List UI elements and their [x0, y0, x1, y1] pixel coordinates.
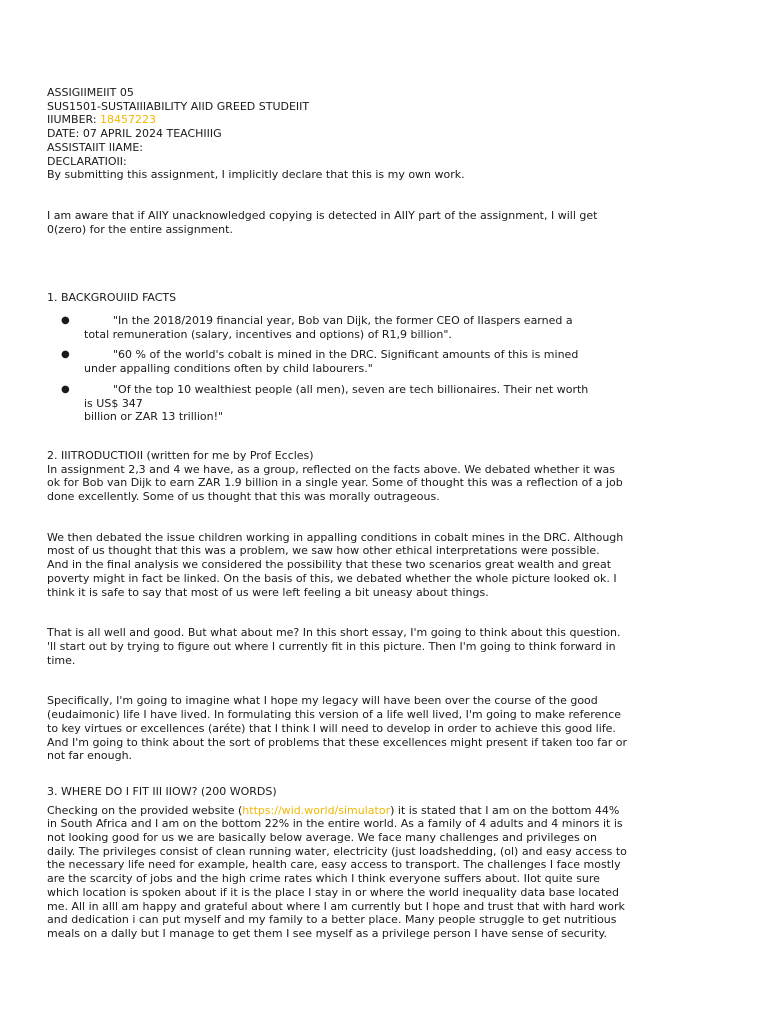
spacer [47, 182, 627, 209]
date-line: DATE: 07 APRIL 2024 TEACHIIIG [47, 127, 222, 141]
course-line: SUS1501-SUSTAIIIABILITY AIID GREED STUDEIIT [47, 99, 310, 113]
intro-paragraph-4: That is all well and good. But what about me? In this short essay, I'm going to think about this question. 'll start out by trying to figure out where I currently fit in this picture. Then I'm going to think forward in time. [47, 626, 621, 667]
intro-paragraph-5: Specifically, I'm going to imagine what I hope my legacy will have been over the course of the good (eudaimonic) life I have lived. In formulating this version of a life well lived, I'm going to make reference to key virtues or excellences (aréte) that I think I will need to develop in order to achieve this good life. And I'm going to think about the sort of problems that these excellences might present if taken too far or not far enough. [47, 694, 627, 763]
document-page [47, 86, 627, 941]
intro-paragraph-3: And in the final analysis we considered the possibility that these two scenarios great wealth and great poverty might in fact be linked. On the basis of this, we debated whether the whole picture looked ok. I think it is safe to say that most of us were left feeling a bit uneasy about things. [47, 558, 617, 599]
simulator-link[interactable]: https://wid.world/simulator [242, 803, 391, 817]
student-number-line [47, 113, 627, 127]
spacer [47, 599, 627, 626]
spacer [47, 236, 627, 291]
declaration-statement: By submitting this assignment, I implicitly declare that this is my own work. [47, 168, 465, 182]
fact-text: "In the 2018/2019 financial year, Bob van Dijk, the former CEO of IIaspers earned a total remuneration (salary, incentives and options) of R1,9 billion". [84, 314, 573, 341]
section-heading-where-fit: 3. WHERE DO I FIT III IIOW? (200 WORDS) [47, 784, 277, 798]
fact-text: "60 % of the world's cobalt is mined in the DRC. Significant amounts of this is mined under appalling conditions often by child labourers." [84, 348, 579, 376]
spacer [47, 667, 627, 694]
spacer [47, 763, 627, 785]
spacer [47, 504, 627, 531]
list-item [47, 383, 627, 424]
student-number-label: IIUMBER: [47, 113, 101, 127]
assignment-title: ASSIGIIMEIIT 05 [47, 86, 134, 99]
list-item [47, 314, 627, 341]
assistant-name-line: ASSISTAIIT IIAME: [47, 140, 143, 154]
section-heading-introduction: 2. IIITRODUCTIOII (written for me by Prof Eccles) [47, 448, 314, 462]
fact-text: "Of the top 10 wealthiest people (all men), seven are tech billionaires. Their net worth is US$ 347 billion or ZAR 13 trillion!" [84, 382, 589, 424]
intro-paragraph-1: In assignment 2,3 and 4 we have, as a group, reflected on the facts above. We debated whether it was ok for Bob van Dijk to earn ZAR 1.9 billion in a single year. Some of thought this was a reflection of a job done excellently. Some of us thought that this was morally outrageous. [47, 462, 623, 504]
bullet-icon: ● [61, 383, 70, 395]
bullet-icon: ● [61, 315, 70, 327]
intro-paragraph-2: We then debated the issue children working in appalling conditions in cobalt mines in the DRC. Although most of us thought that this was a problem, we saw how other ethical interpretations were possible. [47, 530, 624, 558]
bullet-icon: ● [61, 349, 70, 361]
section-heading-background: 1. BACKGROUIID FACTS [47, 291, 177, 305]
list-item [47, 348, 627, 375]
where-fit-paragraph: Checking on the provided website (https://wid.world/simulator) it is stated that I am on the bottom 44% in South Africa and I am on the bottom 22% in the entire world. As a family of 4 adults and 4 minors it is not looking good for us we are basically below average. We face many challenges and privileges on daily. The privileges consist of clean running water, electricity (just loadshedding, (ol) and easy access to the necessary life need for example, health care, easy access to transport. The challenges I face mostly are the scarcity of jobs and the high crime rates which I think everyone suffers about. IIot quite sure which location is spoken about if it is the place I stay in or where the world inequality data base located me. All in alll am happy and grateful about where I am currently but I hope and trust that with hard work and dedication i can put myself and my family to a better place. Many people struggle to get nutritious meals on a dally but I manage to get them I see myself as a privilege person I have sense of security. [47, 803, 627, 940]
student-number-value: 18457223 [100, 113, 157, 127]
background-facts-list [47, 314, 627, 424]
declaration-label: DECLARATIOII: [47, 154, 127, 168]
declaration-awareness: I am aware that if AIIY unacknowledged copying is detected in AIIY part of the assignment, I will get 0(zero) for the entire assignment. [47, 208, 598, 236]
spacer [47, 431, 627, 449]
